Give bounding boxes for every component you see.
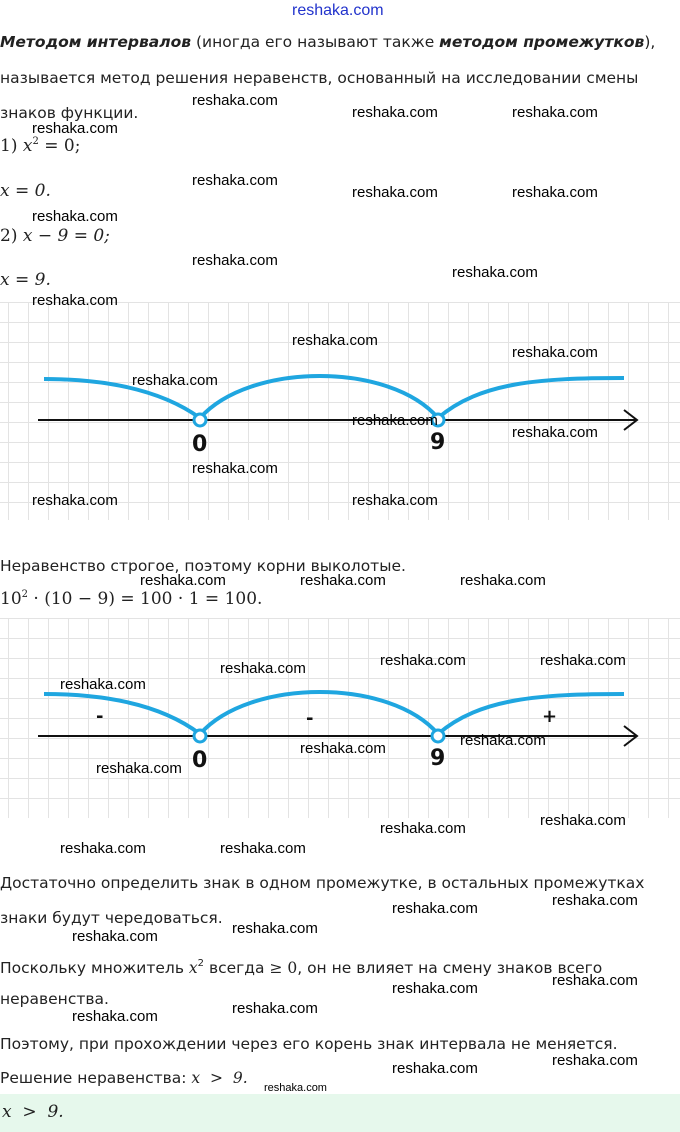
watermark: reshaka.com [292,332,378,349]
watermark: reshaka.com [32,492,118,509]
watermark: reshaka.com [32,208,118,225]
sign-right-interval: + [542,706,558,727]
hollow-point-0 [194,730,206,742]
watermark: reshaka.com [540,652,626,669]
watermark: reshaka.com [352,104,438,121]
sign-arc-middle [200,692,438,734]
step-1-equation: 1) $x^2 = 0$; [0,136,81,156]
sign-arc-right [438,378,624,418]
intro-end: ), [644,33,656,51]
number-line-2 [0,618,680,818]
watermark: reshaka.com [512,184,598,201]
sign-left-interval: - [96,706,104,727]
watermark: reshaka.com [72,1008,158,1025]
watermark: reshaka.com [192,252,278,269]
watermark: reshaka.com [552,1052,638,1069]
site-link[interactable]: reshaka.com [292,2,384,19]
intro-line-2: называется метод решения неравенств, основанный на исследовании смены [0,69,639,87]
watermark: reshaka.com [380,652,466,669]
watermark: reshaka.com [60,840,146,857]
watermark: reshaka.com [140,572,226,589]
watermark: reshaka.com [552,892,638,909]
point-label-0: 0 [192,432,208,457]
intro-line-1 [0,32,655,52]
watermark: reshaka.com [232,1000,318,1017]
point-label-0: 0 [192,748,208,773]
text-line-1: Достаточно определить знак в одном промежутке, в остальных промежутках [0,874,645,892]
watermark: reshaka.com [192,92,278,109]
watermark: reshaka.com [220,660,306,677]
term-interval-method: Методом интервалов [0,33,192,51]
watermark: reshaka.com [552,972,638,989]
watermark: reshaka.com [72,928,158,945]
hollow-point-9 [432,730,444,742]
point-label-9: 9 [430,430,446,455]
watermark: reshaka.com [264,1082,327,1094]
watermark: reshaka.com [192,172,278,189]
watermark: reshaka.com [512,344,598,361]
text-line-4: неравенства. [0,990,109,1008]
watermark: reshaka.com [540,812,626,829]
watermark: reshaka.com [512,424,598,441]
watermark: reshaka.com [300,572,386,589]
watermark: reshaka.com [380,820,466,837]
hollow-point-0 [194,414,206,426]
strict-inequality-note: Неравенство строгое, поэтому корни выколотые. [0,557,406,575]
step-1-result: x = 0. [0,181,51,201]
watermark: reshaka.com [220,840,306,857]
watermark: reshaka.com [392,900,478,917]
watermark: reshaka.com [352,412,438,429]
sign-arc-right [438,694,624,734]
answer-text: x > 9. [2,1102,64,1122]
watermark: reshaka.com [32,292,118,309]
watermark: reshaka.com [352,184,438,201]
text-line-6: Решение неравенства: x > 9. [0,1069,248,1087]
intro-mid: (иногда его называют также [191,33,440,51]
text-line-5: Поэтому, при прохождении через его корень знак интервала не меняется. [0,1035,618,1053]
watermark: reshaka.com [132,372,218,389]
watermark: reshaka.com [392,1060,478,1077]
intro-line-3: знаков функции. [0,104,139,122]
text-line-2: знаки будут чередоваться. [0,909,223,927]
sign-middle-interval: - [306,708,314,729]
watermark: reshaka.com [96,760,182,777]
watermark: reshaka.com [192,460,278,477]
term-gap-method: методом промежутков [439,33,645,51]
step-2-result: x = 9. [0,270,51,290]
check-computation: $10^2 \cdot (10 - 9) = 100 \cdot 1 = 100$. [0,589,263,609]
answer-box [0,1094,680,1132]
watermark: reshaka.com [460,572,546,589]
watermark: reshaka.com [352,492,438,509]
sign-arc-left [44,694,200,734]
watermark: reshaka.com [300,740,386,757]
watermark: reshaka.com [512,104,598,121]
watermark: reshaka.com [32,120,118,137]
watermark: reshaka.com [232,920,318,937]
watermark: reshaka.com [60,676,146,693]
watermark: reshaka.com [452,264,538,281]
text-line-3: Поскольку множитель $x^2$ всегда ≥ 0, он не влияет на смену знаков всего [0,958,603,977]
watermark: reshaka.com [392,980,478,997]
watermark: reshaka.com [460,732,546,749]
point-label-9: 9 [430,746,446,771]
step-2-equation: 2) x − 9 = 0; [0,226,110,246]
